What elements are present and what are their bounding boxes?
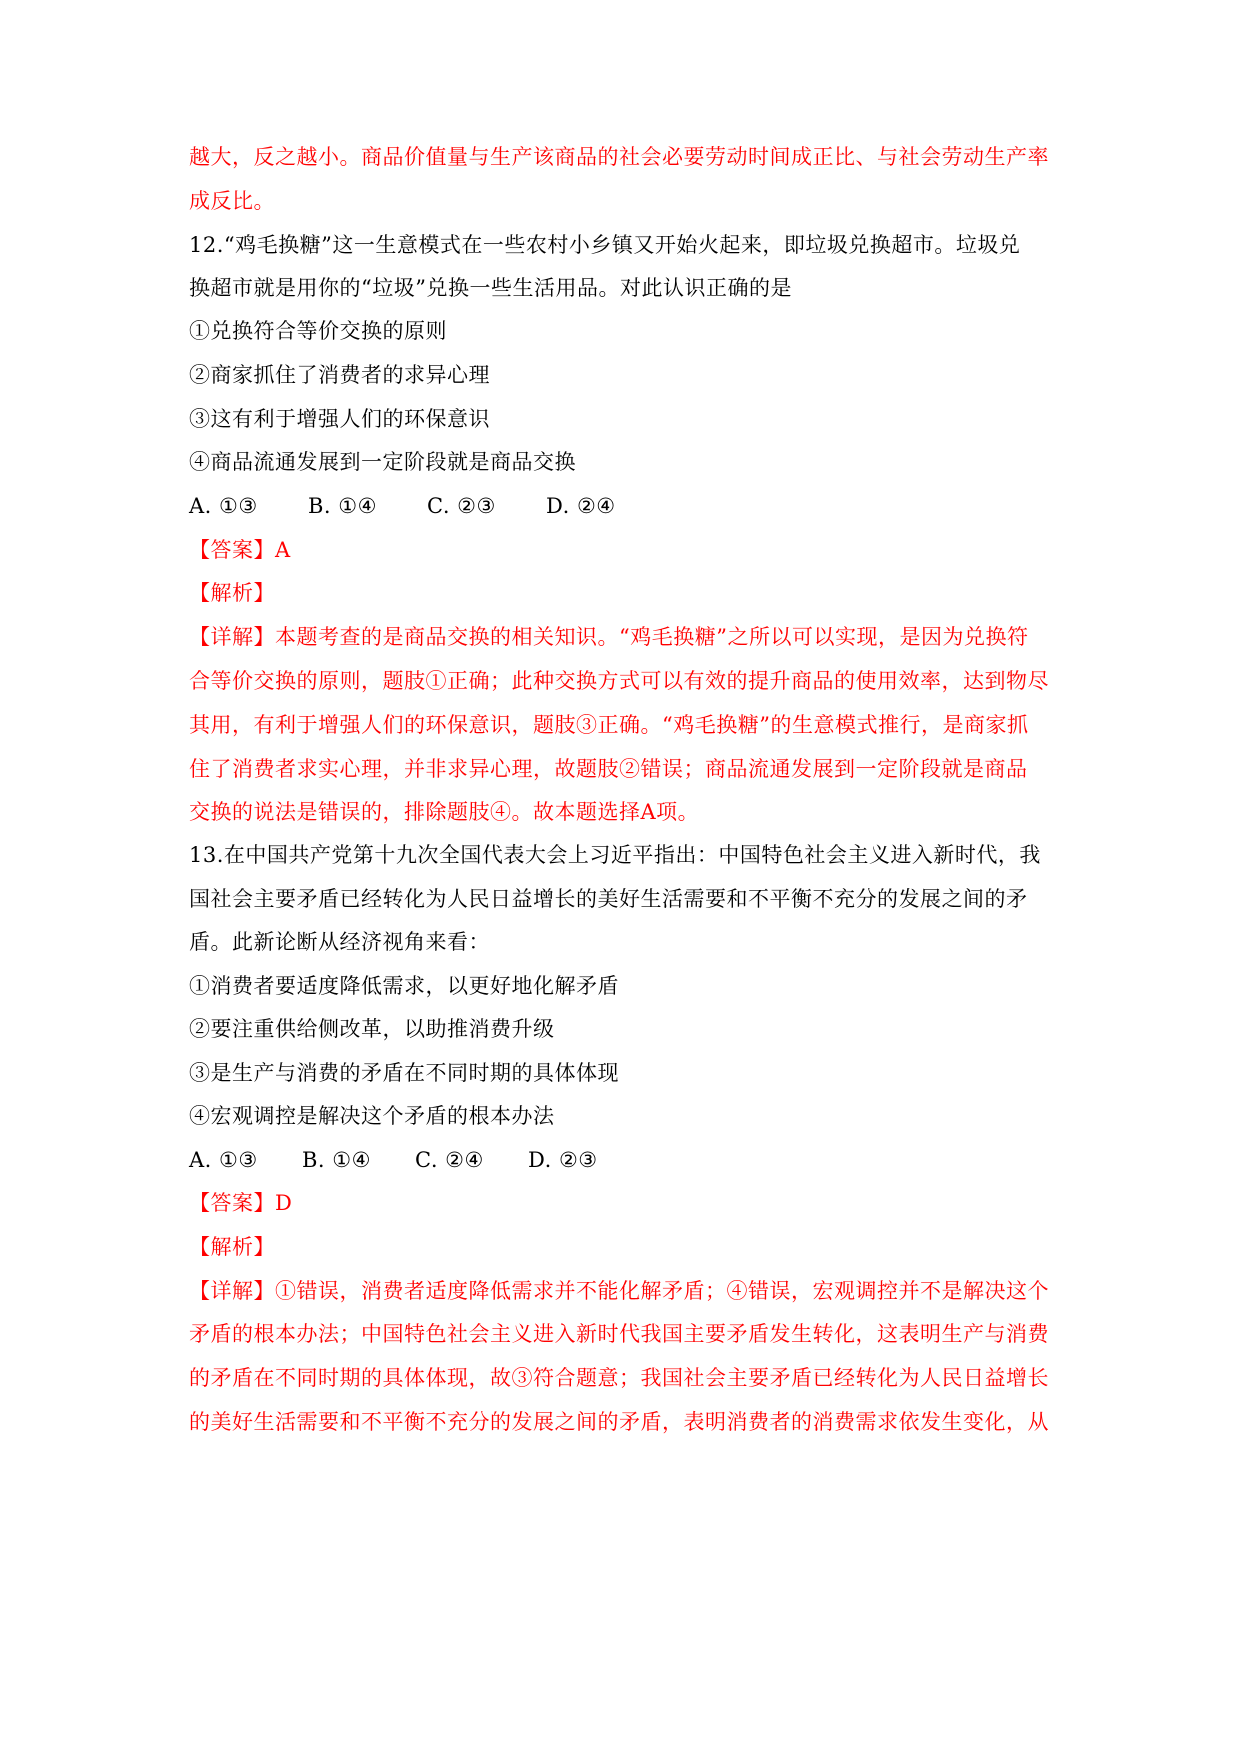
q13-answer: 【答案】D <box>189 1191 293 1215</box>
carryover-line: 越大，反之越小。商品价值量与生产该商品的社会必要劳动时间成正比、与社会劳动生产率 <box>189 145 1049 169</box>
q12-detail-line: 交换的说法是错误的，排除题肢④。故本题选择A项。 <box>189 800 700 824</box>
carryover-line: 成反比。 <box>189 189 275 213</box>
q12-analysis-label: 【解析】 <box>189 581 275 605</box>
q13-analysis-label: 【解析】 <box>189 1235 275 1259</box>
q13-detail-line: 矛盾的根本办法；中国特色社会主义进入新时代我国主要矛盾发生转化，这表明生产与消费 <box>189 1322 1049 1346</box>
q12-detail-line: 其用，有利于增强人们的环保意识，题肢③正确。“鸡毛换糖”的生意模式推行，是商家抓 <box>189 713 1029 737</box>
q13-option-a: A. ①③ <box>189 1148 258 1172</box>
q12-option-b: B. ①④ <box>308 494 377 518</box>
q13-statement: ③是生产与消费的矛盾在不同时期的具体体现 <box>189 1061 619 1085</box>
q12-option-d: D. ②④ <box>546 494 616 518</box>
q12-detail-line: 住了消费者求实心理，并非求异心理，故题肢②错误；商品流通发展到一定阶段就是商品 <box>189 757 1028 781</box>
q13-stem-line: 盾。此新论断从经济视角来看： <box>189 930 490 954</box>
q13-statement: ①消费者要适度降低需求，以更好地化解矛盾 <box>189 974 619 998</box>
q13-detail-line: 【详解】①错误，消费者适度降低需求并不能化解矛盾；④错误，宏观调控并不是解决这个 <box>189 1279 1049 1303</box>
q13-detail-line: 的美好生活需要和不平衡不充分的发展之间的矛盾，表明消费者的消费需求依发生变化，从 <box>189 1410 1049 1434</box>
q12-detail-line: 【详解】本题考查的是商品交换的相关知识。“鸡毛换糖”之所以可以实现，是因为兑换符 <box>189 625 1029 649</box>
q13-option-b: B. ①④ <box>302 1148 371 1172</box>
q12-option-a: A. ①③ <box>189 494 258 518</box>
q12-options <box>189 491 616 521</box>
q13-option-c: C. ②④ <box>415 1148 484 1172</box>
q13-stem-line: 13.在中国共产党第十九次全国代表大会上习近平指出：中国特色社会主义进入新时代，我 <box>189 843 1041 867</box>
q12-statement: ④商品流通发展到一定阶段就是商品交换 <box>189 450 576 474</box>
q12-statement: ②商家抓住了消费者的求异心理 <box>189 363 490 387</box>
q12-answer: 【答案】A <box>189 538 291 562</box>
q13-detail-line: 的矛盾在不同时期的具体体现，故③符合题意；我国社会主要矛盾已经转化为人民日益增长 <box>189 1366 1049 1390</box>
q12-stem-line: 12.“鸡毛换糖”这一生意模式在一些农村小乡镇又开始火起来，即垃圾兑换超市。垃圾兑 <box>189 233 1021 257</box>
q12-detail-line: 合等价交换的原则，题肢①正确；此种交换方式可以有效的提升商品的使用效率，达到物尽 <box>189 669 1049 693</box>
q13-statement: ④宏观调控是解决这个矛盾的根本办法 <box>189 1104 555 1128</box>
q12-option-c: C. ②③ <box>427 494 496 518</box>
q13-options <box>189 1145 598 1175</box>
q12-statement: ①兑换符合等价交换的原则 <box>189 319 447 343</box>
q12-stem-line: 换超市就是用你的“垃圾”兑换一些生活用品。对此认识正确的是 <box>189 276 792 300</box>
q13-statement: ②要注重供给侧改革，以助推消费升级 <box>189 1017 555 1041</box>
q13-stem-line: 国社会主要矛盾已经转化为人民日益增长的美好生活需要和不平衡不充分的发展之间的矛 <box>189 887 1028 911</box>
q12-statement: ③这有利于增强人们的环保意识 <box>189 407 490 431</box>
q13-option-d: D. ②③ <box>528 1148 598 1172</box>
